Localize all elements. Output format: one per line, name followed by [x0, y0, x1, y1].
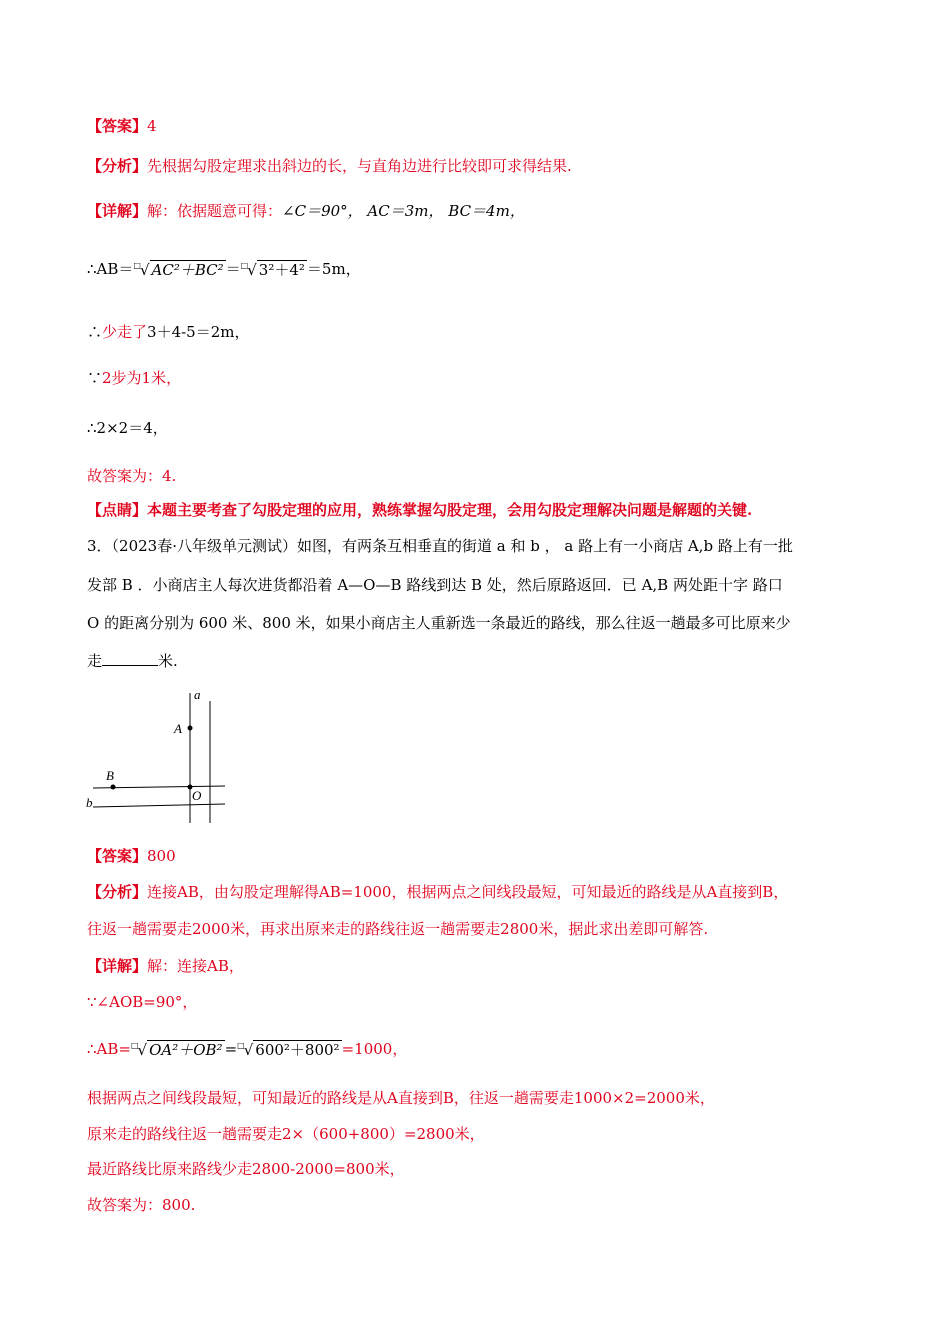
because-line: ∵∠AOB=90°， — [87, 993, 198, 1011]
label-A: A — [174, 721, 182, 736]
reason-line-c: 最近路线比原来路线少走2800-2000=800米， — [87, 1160, 405, 1178]
step4-line — [87, 418, 168, 438]
answer-line-1 — [87, 116, 157, 136]
point-B — [111, 785, 116, 790]
comment-tag: 【点睛】 — [87, 501, 148, 519]
label-b: b — [86, 795, 93, 810]
step3-text: 2步为1米， — [102, 369, 182, 387]
step2-red: 少走了 — [102, 323, 148, 341]
sqrt-3-radicand: OA²＋OB² — [149, 1041, 223, 1059]
answer-tag: 【答案】 — [87, 117, 148, 135]
sqrt-3: □√ OA²＋OB² — [130, 1041, 223, 1059]
detail-line-1 — [87, 201, 525, 221]
step4-text: ∴2×2＝4， — [87, 419, 168, 437]
step1-line — [87, 259, 361, 280]
detail-math: ∠C＝90°， AC＝3m， BC＝4m， — [282, 202, 525, 220]
answer-line-2 — [87, 846, 176, 866]
step3-line — [87, 368, 181, 388]
detail-tag: 【详解】 — [87, 202, 148, 220]
q3-line-4 — [87, 651, 178, 671]
detail-line-2 — [87, 956, 244, 976]
comment-line — [87, 500, 752, 520]
sqrt-2: □√ 3²＋4² — [240, 261, 305, 279]
sqrt-4: □√ 600²＋800² — [237, 1041, 340, 1059]
calc-prefix: ∴AB= — [87, 1040, 131, 1058]
calc-eq: = — [224, 1040, 238, 1058]
analysis-tag: 【分析】 — [87, 157, 148, 175]
sqrt-1-radicand: AC²＋BC² — [151, 261, 224, 279]
step1-prefix: ∴AB＝ — [87, 260, 134, 278]
answer-blank[interactable] — [102, 651, 158, 666]
label-a: a — [194, 687, 201, 702]
conclusion-1: 故答案为：4. — [87, 467, 177, 485]
step1-eq: ＝ — [225, 260, 241, 278]
label-O: O — [192, 788, 202, 803]
answer-value-2: 800 — [147, 847, 176, 865]
sqrt-1: □√ AC²＋BC² — [133, 261, 224, 279]
street-b-line-bottom — [93, 804, 225, 807]
comment-text: 本题主要考查了勾股定理的应用，熟练掌握勾股定理，会用勾股定理解决问题是解题的关键. — [147, 501, 753, 519]
step2-prefix: ∴ — [87, 323, 103, 341]
calc-line — [87, 1039, 407, 1060]
answer-tag-2: 【答案】 — [87, 847, 148, 865]
street-figure — [80, 685, 240, 830]
q3-line4-end: 米. — [158, 652, 178, 670]
reason-line-b: 原来走的路线往返一趟需要走2×（600+800）=2800米， — [87, 1125, 485, 1143]
q3-line-1: 3．（2023春·八年级单元测试）如图，有两条互相垂直的街道 a 和 b ， a 路上有一小商店 A,b 路上有一批 — [87, 537, 793, 555]
analysis-line-1 — [87, 156, 572, 176]
step2-line — [87, 322, 250, 342]
detail-text-2: 解：连接AB， — [147, 957, 244, 975]
detail-tag-2: 【详解】 — [87, 957, 148, 975]
calc-result: =1000， — [341, 1040, 408, 1058]
q3-line4-start: 走 — [87, 652, 103, 670]
analysis-tag-2: 【分析】 — [87, 883, 148, 901]
analysis-text-2a: 连接AB，由勾股定理解得AB=1000，根据两点之间线段最短，可知最近的路线是从A直接到B， — [147, 883, 789, 901]
step1-result: ＝5m， — [306, 260, 361, 278]
label-B: B — [106, 768, 114, 783]
analysis-line-2a — [87, 882, 788, 902]
sqrt-2-radicand: 3²＋4² — [258, 261, 305, 279]
q3-line-3: O 的距离分别为 600 米、800 米，如果小商店主人重新选一条最近的路线，那么往返一趟最多可比原来少 — [87, 614, 791, 632]
point-A — [188, 726, 193, 731]
answer-value: 4 — [147, 117, 157, 135]
q3-line-2: 发部 B ．小商店主人每次进货都沿着 A—O—B 路线到达 B 处，然后原路返回．已 A,B 两处距十字 路口 — [87, 576, 783, 594]
step2-math: 3＋4-5＝2m， — [147, 323, 250, 341]
step3-prefix: ∵ — [87, 369, 103, 387]
sqrt-4-radicand: 600²＋800² — [255, 1041, 340, 1059]
analysis-text: 先根据勾股定理求出斜边的长，与直角边进行比较即可求得结果. — [147, 157, 572, 175]
detail-prefix: 解：依据题意可得： — [147, 202, 283, 220]
reason-line-a: 根据两点之间线段最短，可知最近的路线是从A直接到B，往返一趟需要走1000×2=2000米， — [87, 1089, 715, 1107]
conclusion-2: 故答案为：800. — [87, 1196, 196, 1214]
analysis-line-2b: 往返一趟需要走2000米，再求出原来走的路线往返一趟需要走2800米，据此求出差即可解答. — [87, 920, 709, 938]
